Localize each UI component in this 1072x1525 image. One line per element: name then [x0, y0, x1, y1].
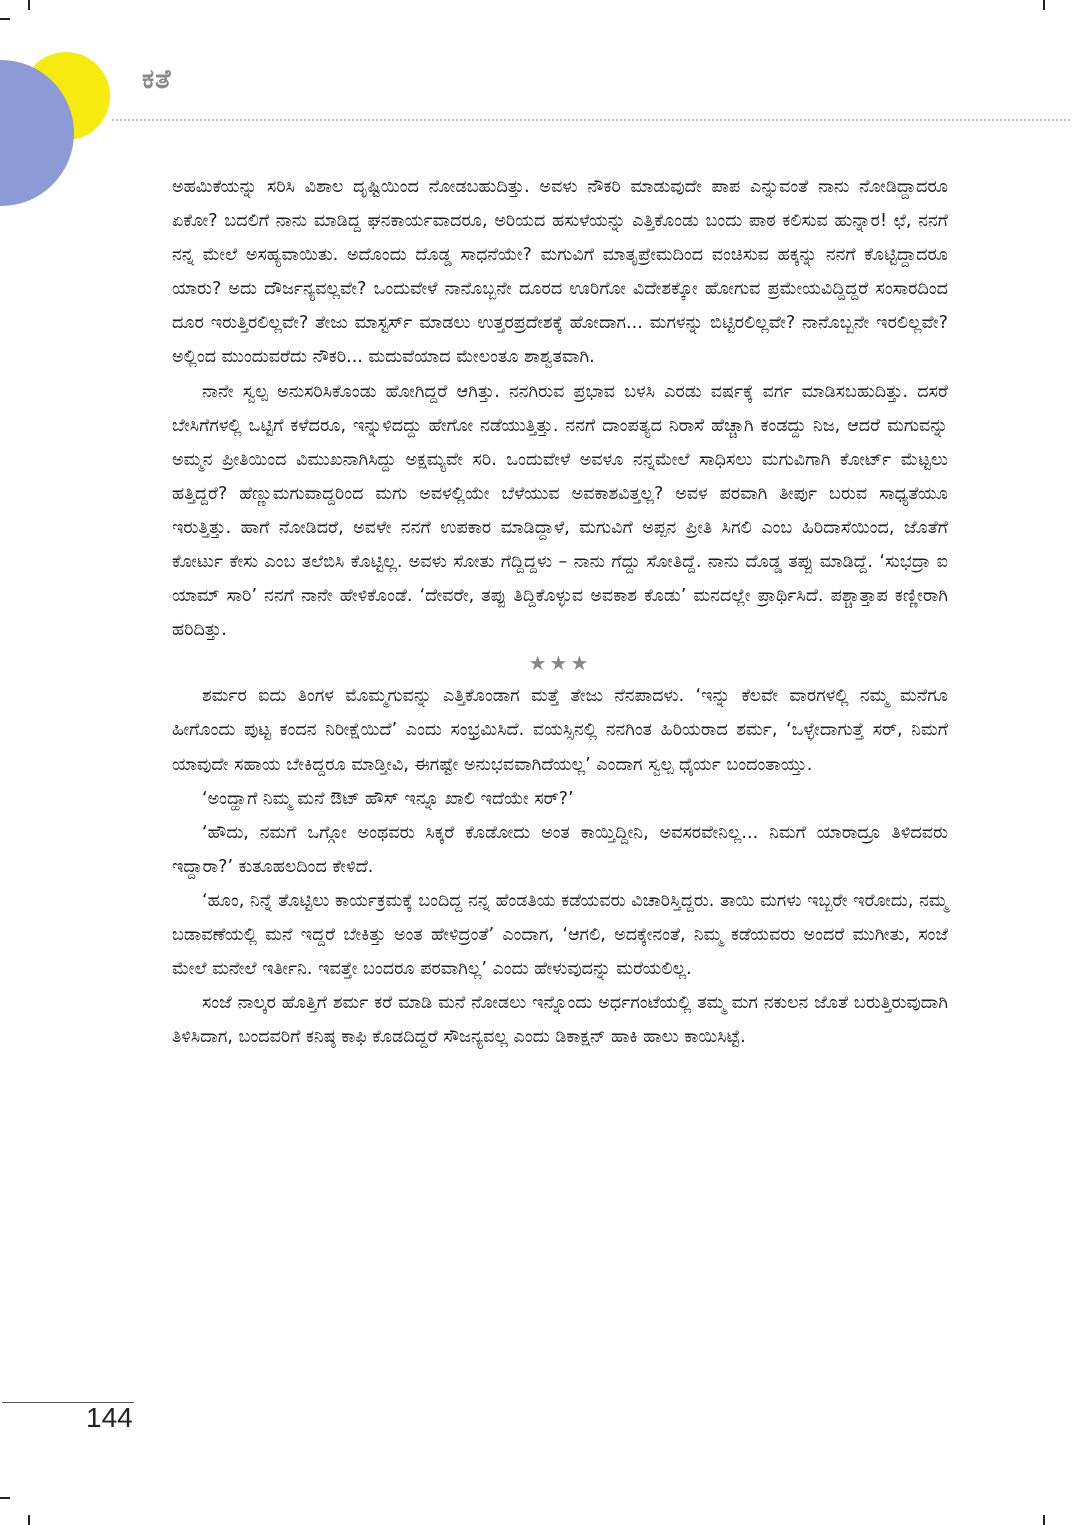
dialogue-line: ‘ಅಂದ್ಹಾಗೆ ನಿಮ್ಮ ಮನೆ ಔಟ್ ಹೌಸ್ ಇನ್ನೂ ಖಾಲಿ ಇದೆಯೇ ಸರ್?’ [202, 788, 574, 809]
section-title: ಕತೆ [142, 64, 172, 95]
crop-mark [1043, 1515, 1045, 1525]
header-dotted-rule [112, 119, 1070, 121]
crop-mark [0, 18, 10, 20]
dialogue-line: ‘ಹೌದು, ನಮಗೆ ಒಗ್ಗೋ ಅಂಥವರು ಸಿಕ್ಕರೆ ಕೊಡೋದು ಅಂತ ಕಾಯ್ತಿದ್ದೀನಿ, ಅವಸರವೇನಿಲ್ಲ... ನಿಮಗೆ ಯಾರಾದ್ರೂ ತಿಳಿದವರು ಇದ್ದಾರಾ?’ ಕುತೂಹಲದಿಂದ ಕೇಳಿದೆ. [172, 822, 948, 877]
paragraph: ಶರ್ಮರ ಐದು ತಿಂಗಳ ಮೊಮ್ಮಗುವನ್ನು ಎತ್ತಿಕೊಂಡಾಗ ಮತ್ತೆ ತೇಜು ನೆನಪಾದಳು. ‘ಇನ್ನು ಕೆಲವೇ ವಾರಗಳಲ್ಲಿ ನಮ್ಮ ಮನೆಗೂ ಹೀಗೊಂದು ಪುಟ್ಟ ಕಂದನ ನಿರೀಕ್ಷೆಯಿದೆ’ ಎಂದು ಸಂಭ್ರಮಿಸಿದೆ. ವಯಸ್ಸಿನಲ್ಲಿ ನನಗಿಂತ ಹಿರಿಯರಾದ ಶರ್ಮ, ‘ಒಳ್ಳೇದಾಗುತ್ತೆ ಸರ್, ನಿಮಗೆ ಯಾವುದೇ ಸಹಾಯ ಬೇಕಿದ್ದರೂ ಮಾಡ್ತೀವಿ, ಈಗಷ್ಟೇ ಅನುಭವವಾಗಿದೆಯಲ್ಲ’ ಎಂದಾಗ ಸ್ವಲ್ಪ ಧೈರ್ಯ ಬಂದಂತಾಯ್ತು. [172, 686, 948, 775]
crop-mark [28, 1515, 30, 1525]
paragraph: ಅಹಮಿಕೆಯನ್ನು ಸರಿಸಿ ವಿಶಾಲ ದೃಷ್ಟಿಯಿಂದ ನೋಡಬಹುದಿತ್ತು. ಅವಳು ನೌಕರಿ ಮಾಡುವುದೇ ಪಾಪ ಎನ್ನುವಂತೆ ನಾನು ನೋಡಿದ್ದಾದರೂ ಏಕೋ? ಬದಲಿಗೆ ನಾನು ಮಾಡಿದ್ದ ಘನಕಾರ್ಯವಾದರೂ, ಅರಿಯದ ಹಸುಳೆಯನ್ನು ಎತ್ತಿಕೊಂಡು ಬಂದು ಪಾಠ ಕಲಿಸುವ ಹುನ್ನಾರ! ಛೆ, ನನಗೆ ನನ್ನ ಮೇಲೆ ಅಸಹ್ಯವಾಯಿತು. ಅದೊಂದು ದೊಡ್ಡ ಸಾಧನೆಯೇ? ಮಗುವಿಗೆ ಮಾತೃಪ್ರೇಮದಿಂದ ವಂಚಿಸುವ ಹಕ್ಕನ್ನು ನನಗೆ ಕೊಟ್ಟಿದ್ದಾದರೂ ಯಾರು? ಅದು ದೌರ್ಜನ್ಯವಲ್ಲವೇ? ಒಂದುವೇಳೆ ನಾನೊಬ್ಬನೇ ದೂರದ ಊರಿಗೋ ವಿದೇಶಕ್ಕೋ ಹೋಗುವ ಪ್ರಮೇಯವಿದ್ದಿದ್ದರೆ ಸಂಸಾರದಿಂದ ದೂರ ಇರುತ್ತಿರಲಿಲ್ಲವೇ? ತೇಜು ಮಾಸ್ಟರ್ಸ್ ಮಾಡಲು ಉತ್ತರಪ್ರದೇಶಕ್ಕೆ ಹೋದಾಗ... ಮಗಳನ್ನು ಬಿಟ್ಟಿರಲಿಲ್ಲವೇ? ನಾನೊಬ್ಬನೇ ಇರಲಿಲ್ಲವೇ? ಅಲ್ಲಿಂದ ಮುಂದುವರೆದು ನೌಕರಿ... ಮದುವೆಯಾದ ಮೇಲಂತೂ ಶಾಶ್ವತವಾಗಿ. [172, 177, 948, 368]
paragraph: ನಾನೇ ಸ್ವಲ್ಪ ಅನುಸರಿಸಿಕೊಂಡು ಹೋಗಿದ್ದರೆ ಆಗಿತ್ತು. ನನಗಿರುವ ಪ್ರಭಾವ ಬಳಸಿ ಎರಡು ವರ್ಷಕ್ಕೆ ವರ್ಗ ಮಾಡಿಸಬಹುದಿತ್ತು. ದಸರೆ ಬೇಸಿಗೆಗಳಲ್ಲಿ ಒಟ್ಟಿಗೆ ಕಳೆದರೂ, ಇನ್ನುಳಿದದ್ದು ಹೇಗೋ ನಡೆಯುತ್ತಿತ್ತು. ನನಗೆ ದಾಂಪತ್ಯದ ನಿರಾಸೆ ಹೆಚ್ಚಾಗಿ ಕಂಡದ್ದು ನಿಜ, ಆದರೆ ಮಗುವನ್ನು ಅಮ್ಮನ ಪ್ರೀತಿಯಿಂದ ವಿಮುಖನಾಗಿಸಿದ್ದು ಅಕ್ಷಮ್ಯವೇ ಸರಿ. ಒಂದುವೇಳೆ ಅವಳೂ ನನ್ನಮೇಲೆ ಸಾಧಿಸಲು ಮಗುವಿಗಾಗಿ ಕೋರ್ಟ್ ಮೆಟ್ಟಲು ಹತ್ತಿದ್ದರೆ? ಹೆಣ್ಣುಮಗುವಾದ್ದರಿಂದ ಮಗು ಅವಳಲ್ಲಿಯೇ ಬೆಳೆಯುವ ಅವಕಾಶವಿತ್ತಲ್ಲ? ಅವಳ ಪರವಾಗಿ ತೀರ್ಪು ಬರುವ ಸಾಧ್ಯತೆಯೂ ಇರುತ್ತಿತ್ತು. ಹಾಗೆ ನೋಡಿದರೆ, ಅವಳೇ ನನಗೆ ಉಪಕಾರ ಮಾಡಿದ್ದಾಳೆ, ಮಗುವಿಗೆ ಅಪ್ಪನ ಪ್ರೀತಿ ಸಿಗಲಿ ಎಂಬ ಹಿರಿದಾಸೆಯಿಂದ, ಜೊತೆಗೆ ಕೋರ್ಟು ಕೇಸು ಎಂಬ ತಲೆಬಿಸಿ ಕೊಟ್ಟಿಲ್ಲ. ಅವಳು ಸೋತು ಗೆದ್ದಿದ್ದಳು – ನಾನು ಗೆದ್ದು ಸೋತಿದ್ದೆ. ನಾನು ದೊಡ್ಡ ತಪ್ಪು ಮಾಡಿದ್ದೆ. ‘ಸುಭದ್ರಾ ಐ ಯಾಮ್ ಸಾರಿ’ ನನಗೆ ನಾನೇ ಹೇಳಿಕೊಂಡೆ. ‘ದೇವರೇ, ತಪ್ಪು ತಿದ್ದಿಕೊಳ್ಳುವ ಅವಕಾಶ ಕೊಡು’ ಮನದಲ್ಲೇ ಪ್ರಾರ್ಥಿಸಿದೆ. ಪಶ್ಚಾತ್ತಾಪ ಕಣ್ಣೀರಾಗಿ ಹರಿದಿತ್ತು. [172, 381, 948, 641]
crop-mark [1043, 0, 1045, 10]
paragraph: ಸಂಜೆ ನಾಲ್ಕರ ಹೊತ್ತಿಗೆ ಶರ್ಮ ಕರೆ ಮಾಡಿ ಮನೆ ನೋಡಲು ಇನ್ನೊಂದು ಅರ್ಧಗಂಟೆಯಲ್ಲಿ ತಮ್ಮ ಮಗ ನಕುಲನ ಜೊತೆ ಬರುತ್ತಿರುವುದಾಗಿ ತಿಳಿಸಿದಾಗ, ಬಂದವರಿಗೆ ಕನಿಷ್ಠ ಕಾಫಿ ಕೊಡದಿದ್ದರೆ ಸೌಜನ್ಯವಲ್ಲ ಎಂದು ಡಿಕಾಕ್ಷನ್ ಹಾಕಿ ಹಾಲು ಕಾಯಿಸಿಟ್ಟೆ. [172, 993, 948, 1048]
crop-mark [28, 0, 30, 10]
article-body [172, 170, 948, 1054]
crop-mark [0, 1497, 10, 1499]
page-number: 144 [86, 1402, 133, 1433]
dialogue-line: ‘ಹೂಂ, ನಿನ್ನೆ ತೊಟ್ಟಿಲು ಕಾರ್ಯಕ್ರಮಕ್ಕೆ ಬಂದಿದ್ದ ನನ್ನ ಹೆಂಡತಿಯ ಕಡೆಯವರು ವಿಚಾರಿಸ್ತಿದ್ದರು. ತಾಯಿ ಮಗಳು ಇಬ್ಬರೇ ಇರೋದು, ನಮ್ಮ ಬಡಾವಣೆಯಲ್ಲಿ ಮನೆ ಇದ್ದರೆ ಬೇಕಿತ್ತು ಅಂತ ಹೇಳಿದ್ರಂತೆ’ ಎಂದಾಗ, ‘ಆಗಲಿ, ಅದಕ್ಕೇನಂತೆ, ನಿಮ್ಮ ಕಡೆಯವರು ಅಂದರೆ ಮುಗೀತು, ಸಂಜೆ ಮೇಲೆ ಮನೇಲೆ ಇರ್ತೀನಿ. ಇವತ್ತೇ ಬಂದರೂ ಪರವಾಗಿಲ್ಲ’ ಎಂದು ಹೇಳುವುದನ್ನು ಮರೆಯಲಿಲ್ಲ. [172, 890, 948, 980]
section-separator: ★★★ [528, 651, 592, 676]
